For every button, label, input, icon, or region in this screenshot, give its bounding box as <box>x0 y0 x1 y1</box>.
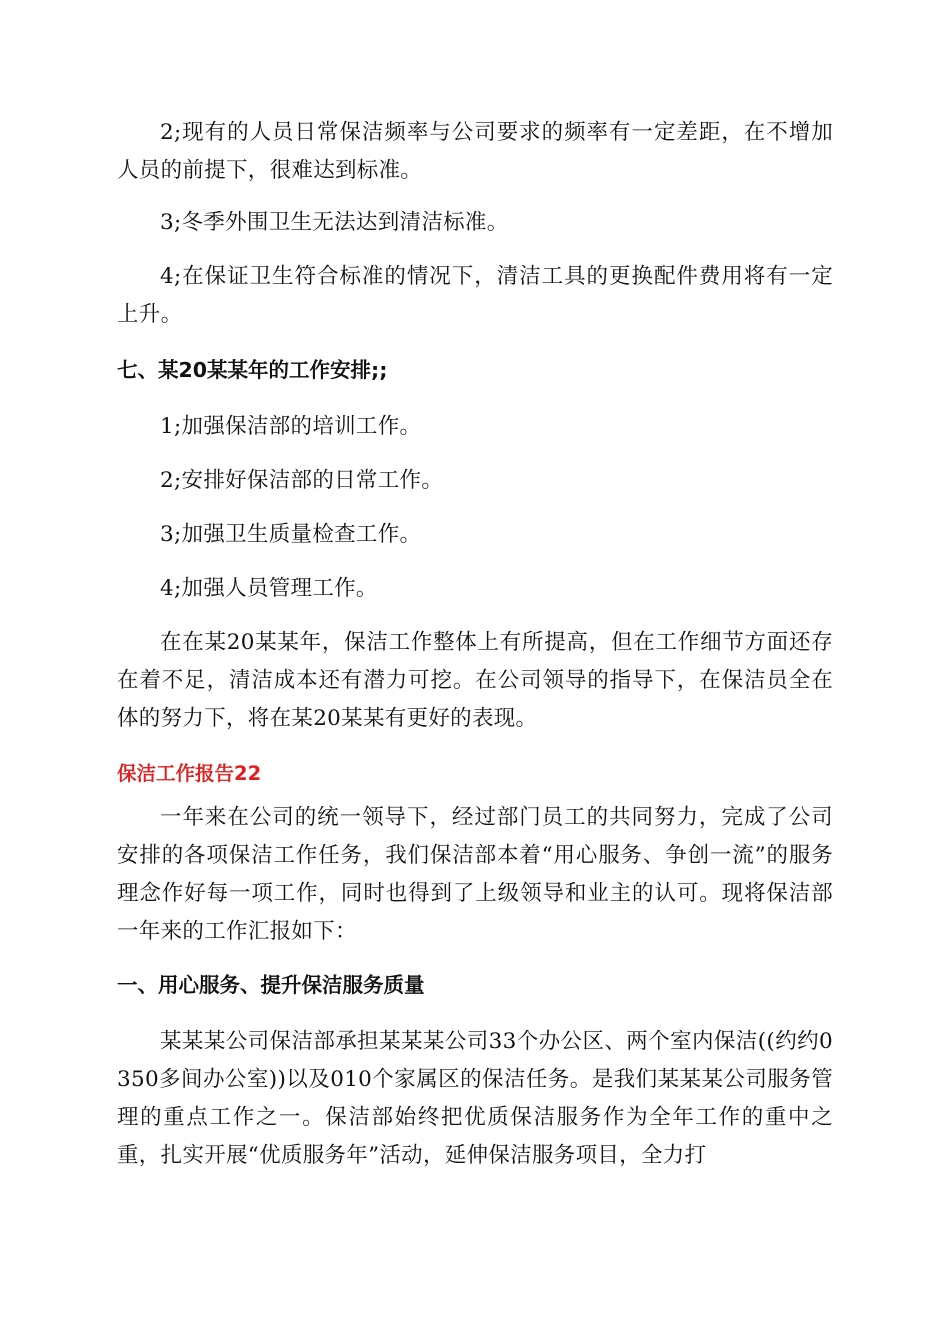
section-heading-quality: 一、用心服务、提升保洁服务质量 <box>117 973 425 997</box>
section-heading-work-plan: 七、某20某某年的工作安排;; <box>117 358 388 382</box>
plan-item-4: 4;加强人员管理工作。 <box>160 576 378 601</box>
summary-paragraph: 在在某20某某年，保洁工作整体上有所提高，但在工作细节方面还存在着不足，清洁成本还有潜力可挖。在公司领导的指导下，在保洁员全在体的努力下，将在某20某某有更好的表现。 <box>117 630 833 731</box>
issue-paragraph-4: 4;在保证卫生符合标准的情况下，清洁工具的更换配件费用将有一定上升。 <box>117 264 833 327</box>
plan-item-2: 2;安排好保洁部的日常工作。 <box>160 468 444 493</box>
report-title: 保洁工作报告22 <box>117 762 262 785</box>
plan-item-1: 1;加强保洁部的培训工作。 <box>160 414 422 439</box>
issue-paragraph-3: 3;冬季外围卫生无法达到清洁标准。 <box>160 210 509 235</box>
plan-item-3: 3;加强卫生质量检查工作。 <box>160 522 422 547</box>
issue-paragraph-2: 2;现有的人员日常保洁频率与公司要求的频率有一定差距，在不增加人员的前提下，很难达到标准。 <box>117 120 833 183</box>
intro-paragraph: 一年来在公司的统一领导下，经过部门员工的共同努力，完成了公司安排的各项保洁工作任务，我们保洁部本着“用心服务、争创一流”的服务理念作好每一项工作，同时也得到了上级领导和业主的认可。现将保洁部一年来的工作汇报如下： <box>117 805 833 944</box>
section-one-paragraph: 某某某公司保洁部承担某某某公司33个办公区、两个室内保洁((约约0350多间办公室))以及010个家属区的保洁任务。是我们某某某公司服务管理的重点工作之一。保洁部始终把优质保洁服务作为全年工作的重中之重，扎实开展“优质服务年”活动，延伸保洁服务项目，全力打 <box>117 1029 833 1168</box>
